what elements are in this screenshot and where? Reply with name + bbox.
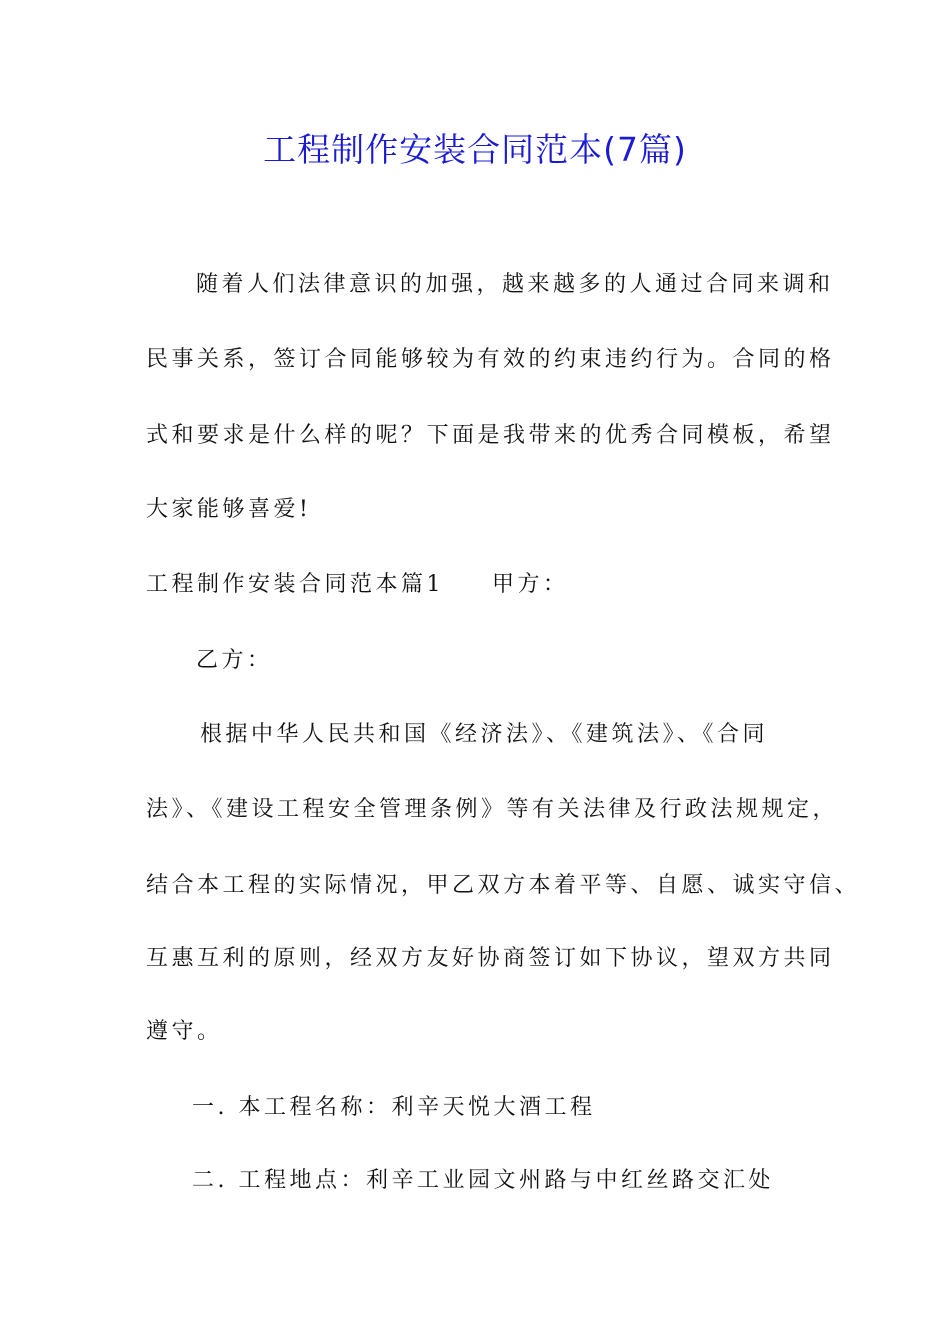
- intro-line: 民事关系，签订合同能够较为有效的约束违约行为。合同的格: [146, 347, 835, 372]
- basis-line: 结合本工程的实际情况，甲乙双方本着平等、自愿、诚实守信、: [146, 873, 861, 898]
- basis-line: 遵守。: [146, 1019, 223, 1044]
- basis-line: 互惠互利的原则，经双方友好协商签订如下协议，望双方共同: [146, 946, 835, 971]
- party-b-label: 乙方：: [196, 648, 273, 673]
- clause-item: 一. 本工程名称：利辛天悦大酒工程: [192, 1095, 596, 1120]
- basis-line: 法》、《建设工程安全管理条例》等有关法律及行政法规规定，: [146, 797, 839, 822]
- basis-line: 根据中华人民共和国《经济法》、《建筑法》、《合同: [200, 722, 769, 747]
- section-heading-line: [146, 570, 569, 600]
- intro-line: 随着人们法律意识的加强，越来越多的人通过合同来调和: [196, 272, 834, 297]
- section-heading: 工程制作安装合同范本篇1: [146, 572, 444, 597]
- party-a-label: 甲方：: [492, 572, 569, 597]
- document-title: 工程制作安装合同范本(7篇): [263, 130, 687, 169]
- intro-line: 大家能够喜爱!: [146, 497, 312, 522]
- clause-item: 二. 工程地点：利辛工业园文州路与中红丝路交汇处: [192, 1168, 774, 1193]
- intro-line: 式和要求是什么样的呢？下面是我带来的优秀合同模板，希望: [146, 423, 835, 448]
